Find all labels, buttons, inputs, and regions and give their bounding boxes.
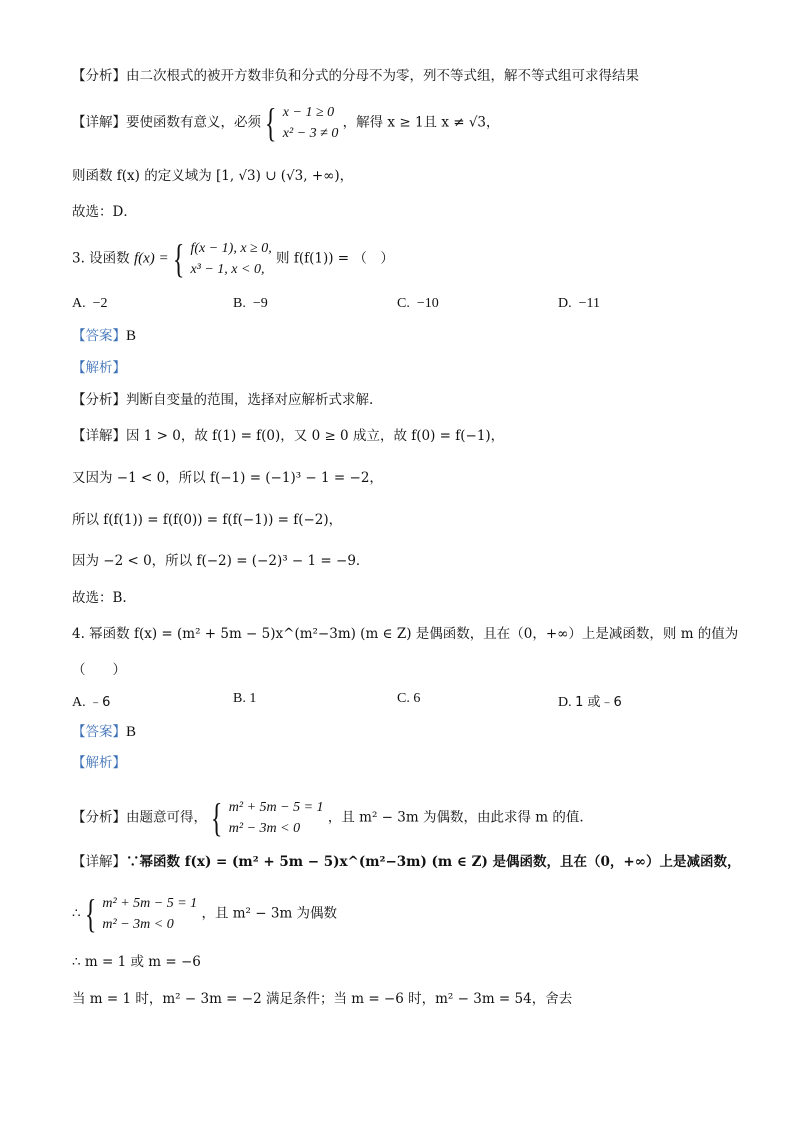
q3-option-c-value: −10 bbox=[416, 296, 439, 311]
q2-analysis-tag: 【分析】 bbox=[72, 68, 126, 84]
q4-option-a-value: ﹣6 bbox=[89, 695, 111, 710]
q3-stem-lead: 3. 设函数 bbox=[72, 250, 130, 267]
q2-detail bbox=[72, 102, 500, 144]
q4-stem-line1: 4. 幂函数 f(x) = (m² + 5m − 5)x^(m²−3m) (m ∈ Z) 是偶函数，且在（0，+∞）上是减函数，则 m 的值为 bbox=[72, 626, 739, 642]
q4-analysis-brace: { bbox=[211, 795, 223, 840]
q3-detail-step1 bbox=[72, 426, 504, 446]
q2-analysis-text: 由二次根式的被开方数非负和分式的分母不为零，列不等式组，解不等式组可求得结果 bbox=[126, 68, 639, 84]
q3-option-a-label: A. bbox=[72, 296, 86, 311]
q4-detail-text: ∵幂函数 f(x) = (m² + 5m − 5)x^(m²−3m) (m ∈ Z) 是偶函数，且在（0，+∞）上是减函数， bbox=[126, 854, 741, 870]
q2-brace: { bbox=[265, 100, 277, 145]
q4-option-b-label: B. bbox=[233, 691, 246, 706]
q4-answer bbox=[72, 722, 136, 742]
q2-system-row2: x² − 3 ≠ 0 bbox=[282, 126, 339, 141]
q4-analysis-tag: 【分析】 bbox=[72, 809, 126, 826]
q3-detail-step2: 又因为 −1 < 0，所以 f(−1) = (−1)³ − 1 = −2， bbox=[72, 470, 383, 486]
q4-option-c bbox=[397, 691, 420, 707]
q4-conclusion: 当 m = 1 时，m² − 3m = −2 满足条件；当 m = −6 时，m² − 3m = 54，舍去 bbox=[72, 991, 573, 1007]
q4-therefore-tail: ，且 m² − 3m 为偶数 bbox=[201, 905, 338, 922]
q4-analysis-tail: ，且 m² − 3m 为偶数，由此求得 m 的值. bbox=[327, 809, 584, 826]
q3-detail-tag: 【详解】 bbox=[72, 428, 126, 444]
q3-detail-step4: 因为 −2 < 0，所以 f(−2) = (−2)³ − 1 = −9． bbox=[72, 553, 370, 569]
q4-analysis-row2: m² − 3m < 0 bbox=[228, 821, 301, 836]
q3-option-d-value: −11 bbox=[578, 296, 601, 311]
q3-option-b bbox=[233, 296, 268, 312]
q2-system-row1: x − 1 ≥ 0 bbox=[282, 105, 335, 120]
q3-piece1: f(x − 1), x ≥ 0, bbox=[190, 241, 272, 256]
q4-analysis-lead: 由题意可得， bbox=[126, 809, 207, 826]
q3-fx: f(x) = bbox=[133, 250, 169, 267]
q4-detail-tag: 【详解】 bbox=[72, 854, 126, 870]
q3-answer-tag: 【答案】 bbox=[72, 328, 126, 344]
q3-option-d bbox=[558, 296, 600, 312]
q4-option-c-label: C. bbox=[397, 691, 410, 706]
q3-piecewise bbox=[190, 238, 271, 280]
q4-analysis-system bbox=[229, 797, 324, 839]
q4-option-a-label: A. bbox=[72, 695, 86, 710]
q3-option-d-label: D. bbox=[558, 296, 572, 311]
q3-option-a-value: −2 bbox=[92, 296, 108, 311]
q3-analysis-tag: 【分析】 bbox=[72, 392, 126, 408]
q4-answer-value: B bbox=[126, 724, 137, 740]
q3-answer-value: B bbox=[126, 328, 137, 344]
q4-therefore-row2: m² − 3m < 0 bbox=[102, 917, 174, 932]
q4-therefore-row1: m² + 5m − 5 = 1 bbox=[102, 896, 198, 911]
q4-option-b-value: 1 bbox=[249, 691, 257, 706]
q3-brace: { bbox=[172, 236, 185, 281]
q3-answer bbox=[72, 326, 136, 346]
q4-option-a bbox=[72, 691, 110, 711]
q4-detail bbox=[72, 852, 741, 872]
q3-option-b-label: B. bbox=[233, 296, 246, 311]
q3-analysis-text: 判断自变量的范围，选择对应解析式求解. bbox=[126, 392, 374, 408]
q3-jiexi-tag: 【解析】 bbox=[72, 360, 126, 376]
q4-therefore-symbol: ∴ bbox=[72, 905, 81, 922]
q3-detail-step3: 所以 f(f(1)) = f(f(0)) = f(f(−1)) = f(−2)， bbox=[72, 512, 343, 528]
q4-therefore-system bbox=[102, 893, 197, 935]
q2-domain: 则函数 f(x) 的定义域为 [1, √3) ∪ (√3, +∞)， bbox=[72, 168, 354, 184]
q3-choice: 故选：B. bbox=[72, 590, 127, 606]
q2-choice: 故选：D． bbox=[72, 204, 137, 220]
q2-detail-lead: 要使函数有意义，必须 bbox=[126, 114, 261, 131]
q4-option-b bbox=[233, 691, 256, 707]
q4-answer-tag: 【答案】 bbox=[72, 724, 126, 740]
q4-therefore bbox=[72, 893, 337, 935]
q2-detail-tail: ，解得 x ≥ 1且 x ≠ √3， bbox=[342, 114, 500, 131]
q3-option-a bbox=[72, 296, 108, 312]
q3-option-c-label: C. bbox=[397, 296, 410, 311]
q4-option-d-value: 1 或﹣6 bbox=[575, 695, 622, 710]
q4-therefore-brace: { bbox=[84, 891, 97, 936]
q3-stem-tail: 则 f(f(1)) = （ ） bbox=[276, 250, 394, 267]
q3-analysis bbox=[72, 390, 373, 410]
q2-analysis bbox=[72, 66, 639, 86]
q3-stem bbox=[72, 238, 394, 280]
q4-stem-line2: （ ） bbox=[72, 662, 126, 678]
q3-option-b-value: −9 bbox=[252, 296, 268, 311]
q2-detail-tag: 【详解】 bbox=[72, 114, 126, 131]
q4-analysis-row1: m² + 5m − 5 = 1 bbox=[228, 800, 324, 815]
q4-result: ∴ m = 1 或 m = −6 bbox=[72, 954, 201, 970]
q4-analysis bbox=[72, 797, 584, 839]
q3-option-c bbox=[397, 296, 439, 312]
q4-jiexi-tag: 【解析】 bbox=[72, 755, 126, 771]
q4-option-d bbox=[558, 691, 622, 711]
q4-option-c-value: 6 bbox=[413, 691, 421, 706]
q3-step1-text: 因 1 > 0，故 f(1) = f(0)，又 0 ≥ 0 成立，故 f(0) = f(−1)， bbox=[126, 428, 505, 444]
q2-system bbox=[283, 102, 339, 144]
q3-piece2: x³ − 1, x < 0, bbox=[190, 262, 265, 277]
q4-option-d-label: D. bbox=[558, 695, 572, 710]
